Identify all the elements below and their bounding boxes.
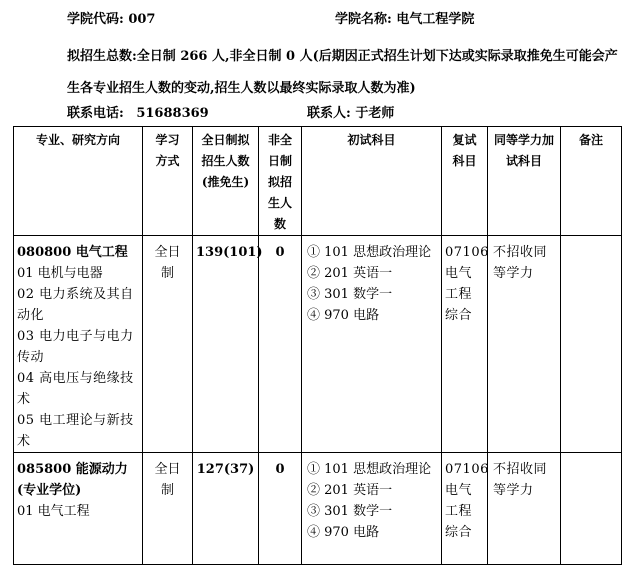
subject-item: ② 201 英语一: [307, 266, 393, 281]
enrollment-table: [13, 126, 622, 565]
equivalent-subject: 不招收同等学力: [488, 236, 561, 453]
fulltime-quota: 127(37): [193, 453, 259, 565]
equivalent-subject: 不招收同等学力: [488, 453, 561, 565]
note-cell: [561, 236, 622, 453]
subject-item: ④ 970 电路: [307, 525, 380, 540]
retest-subject: 07106 电气工程综合: [442, 236, 488, 453]
contact-person-label: 联系人:: [307, 106, 351, 121]
direction-item: 01 电气工程: [17, 504, 90, 519]
direction-item: 05 电工理论与新技术: [17, 413, 134, 449]
table-row: [14, 453, 622, 565]
direction-item: 02 电力系统及其自动化: [17, 287, 134, 323]
college-code: 007: [128, 12, 156, 27]
col-header-retest: 复试科目: [442, 127, 488, 236]
contact-phone-line: [67, 102, 209, 121]
college-code-label: 学院代码:: [67, 12, 124, 27]
exam-subjects: [302, 453, 442, 565]
fulltime-quota: 139(101): [193, 236, 259, 453]
contact-phone-label: 联系电话:: [67, 106, 124, 121]
col-header-subjects: 初试科目: [302, 127, 442, 236]
parttime-quota: 0: [259, 236, 302, 453]
contact-person: 于老师: [355, 106, 395, 121]
major-name: 080800 电气工程: [17, 245, 128, 260]
subject-item: ① 101 思想政治理论: [307, 462, 432, 477]
retest-subject: 07106 电气工程综合: [442, 453, 488, 565]
col-header-mode: 学习方式: [143, 127, 193, 236]
col-header-major: 专业、研究方向: [14, 127, 143, 236]
study-mode: 全日制: [143, 236, 193, 453]
study-mode: 全日制: [143, 453, 193, 565]
direction-item: 04 高电压与绝缘技术: [17, 371, 134, 407]
col-header-note: 备注: [561, 127, 622, 236]
subject-item: ③ 301 数学一: [307, 504, 393, 519]
subject-item: ③ 301 数学一: [307, 287, 393, 302]
major-name: 085800 能源动力(专业学位): [17, 462, 128, 498]
college-name: 电气工程学院: [396, 12, 475, 27]
major-cell: [14, 236, 143, 453]
major-cell: [14, 453, 143, 565]
table-row: [14, 236, 622, 453]
enrollment-intro: 拟招生总数:全日制 266 人,非全日制 0 人(后期因正式招生计划下达或实际录取推免生可能会产生各专业招生人数的变动,招生人数以最终实际录取人数为准): [67, 49, 618, 96]
col-header-parttime: 非全日制拟招生人数: [259, 127, 302, 236]
college-name-line: [335, 8, 474, 27]
exam-subjects: [302, 236, 442, 453]
subject-item: ① 101 思想政治理论: [307, 245, 432, 260]
note-cell: [561, 453, 622, 565]
direction-item: 01 电机与电器: [17, 266, 103, 281]
subject-item: ④ 970 电路: [307, 308, 380, 323]
direction-item: 03 电力电子与电力传动: [17, 329, 134, 365]
college-code-line: [67, 8, 155, 27]
subject-item: ② 201 英语一: [307, 483, 393, 498]
col-header-fulltime: 全日制拟招生人数(推免生): [193, 127, 259, 236]
parttime-quota: 0: [259, 453, 302, 565]
college-name-label: 学院名称:: [335, 12, 392, 27]
contact-phone: 51688369: [136, 106, 209, 121]
table-header-row: [14, 127, 622, 236]
col-header-equivalent: 同等学力加试科目: [488, 127, 561, 236]
contact-person-line: [307, 102, 394, 121]
